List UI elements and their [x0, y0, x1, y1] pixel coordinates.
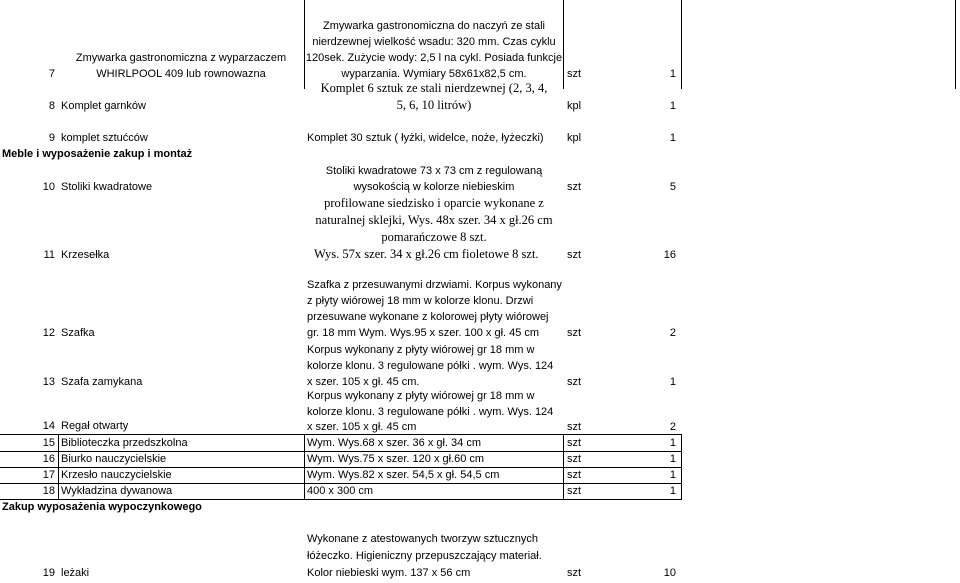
item-name: Komplet garnków [61, 100, 146, 112]
item-quantity: 1 [669, 68, 676, 80]
item-name: Krzesło nauczycielskie [61, 469, 172, 481]
row-number: 14 [42, 420, 55, 432]
item-unit: szt [567, 327, 582, 339]
row-number: 13 [42, 376, 55, 388]
item-unit: szt [567, 249, 582, 261]
item-description: łóżeczko. Higieniczny przepuszczający materiał. [307, 550, 542, 562]
item-description: x szer. 105 x gł. 45 cm. [307, 376, 420, 388]
row-number: 11 [43, 249, 55, 261]
section-heading: Meble i wyposażenie zakup i montaż [2, 148, 193, 160]
item-quantity: 1 [669, 376, 676, 388]
section-heading: Zakup wyposażenia wypoczynkowego [2, 501, 202, 513]
item-unit: kpl [567, 132, 582, 144]
item-name: WHIRLPOOL 409 lub rownowazna [96, 68, 266, 80]
item-description: wyparzania. Wymiary 58x61x82,5 cm. [341, 68, 527, 80]
item-name: komplet sztućców [61, 132, 148, 144]
item-unit: szt [567, 376, 582, 388]
table-column-divider [955, 0, 956, 89]
item-description: Stoliki kwadratowe 73 x 73 cm z regulowaną [325, 165, 543, 177]
table-column-divider [681, 0, 682, 89]
item-quantity: 5 [669, 181, 676, 193]
item-quantity: 1 [669, 453, 676, 465]
item-description: nierdzewnej wielkość wsadu: 320 mm. Czas cyklu [312, 36, 556, 48]
row-number: 12 [42, 327, 55, 339]
item-description: 120sek. Zużycie wody: 2,5 l na cykl. Posiada funkcje [305, 52, 563, 64]
item-name: Szafka [61, 327, 95, 339]
row-number: 9 [48, 132, 55, 144]
item-description: x szer. 105 x gł. 45 cm [307, 421, 417, 433]
item-description: Wys. 57x szer. 34 x gł.26 cm fioletowe 8 szt. [314, 247, 539, 261]
item-description: kolorze klonu. 3 regulowane półki . wym. Wys. 124 [307, 360, 554, 372]
item-description: Szafka z przesuwanymi drzwiami. Korpus wykonany [307, 279, 562, 291]
row-number: 18 [42, 485, 55, 497]
item-quantity: 1 [669, 485, 676, 497]
row-number: 16 [42, 453, 55, 465]
item-quantity: 10 [663, 567, 676, 579]
item-description: naturalnej sklejki, Wys. 48x szer. 34 x gł.26 cm [315, 213, 553, 227]
item-name: Szafa zamykana [61, 376, 143, 388]
item-unit: szt [567, 469, 582, 481]
item-quantity: 16 [663, 249, 676, 261]
item-description: Kolor niebieski wym. 137 x 56 cm [307, 567, 471, 579]
item-name: Regał otwarty [61, 420, 129, 432]
item-unit: szt [567, 453, 582, 465]
item-quantity: 1 [669, 100, 676, 112]
item-quantity: 2 [669, 421, 676, 433]
item-unit: szt [567, 68, 582, 80]
item-description: Komplet 6 sztuk ze stali nierdzewnej (2, 3, 4, [320, 81, 548, 95]
item-description: wysokością w kolorze niebieskim [353, 181, 515, 193]
item-description: kolorze klonu. 3 regulowane półki . wym. Wys. 124 [307, 406, 554, 418]
item-unit: kpl [567, 100, 582, 112]
row-number: 19 [42, 567, 55, 579]
row-number: 10 [42, 181, 55, 193]
item-name: Stoliki kwadratowe [61, 181, 153, 193]
item-quantity: 2 [669, 327, 676, 339]
item-description: Wym. Wys.75 x szer. 120 x gł.60 cm [307, 453, 485, 465]
item-name: Biblioteczka przedszkolna [61, 437, 188, 449]
item-description: profilowane siedzisko i oparcie wykonane z [324, 196, 544, 210]
row-number: 15 [42, 437, 55, 449]
item-description: Wym. Wys.68 x szer. 36 x gł. 34 cm [307, 437, 482, 449]
item-name: Wykładzina dywanowa [61, 485, 173, 497]
item-name: Krzesełka [61, 249, 110, 261]
item-unit: szt [567, 421, 582, 433]
row-number: 8 [48, 100, 55, 112]
item-description: przesuwane wykonane z kolorowej płyty wiórowej [307, 311, 549, 323]
item-description: Komplet 30 sztuk ( łyżki, widelce, noże, łyżeczki) [307, 132, 544, 144]
item-description: Wym. Wys.82 x szer. 54,5 x gł. 54,5 cm [307, 469, 500, 481]
row-number: 17 [42, 469, 55, 481]
item-description: gr. 18 mm Wym. Wys.95 x szer. 100 x gł. 45 cm [307, 327, 540, 339]
item-description: Korpus wykonany z płyty wiórowej gr 18 mm w [307, 390, 535, 402]
item-quantity: 1 [669, 437, 676, 449]
row-number: 7 [48, 68, 55, 80]
item-unit: szt [567, 437, 582, 449]
item-description: Wykonane z atestowanych tworzyw sztucznych [307, 533, 538, 545]
item-description: z płyty wiórowej 18 mm w kolorze klonu. Drzwi [307, 295, 534, 307]
item-unit: szt [567, 567, 582, 579]
item-unit: szt [567, 485, 582, 497]
item-description: 5, 6, 10 litrów) [396, 98, 472, 112]
table-column-divider [563, 0, 564, 89]
item-unit: szt [567, 181, 582, 193]
item-quantity: 1 [669, 469, 676, 481]
item-description: 400 x 300 cm [307, 485, 374, 497]
item-name: Zmywarka gastronomiczna z wyparzaczem [75, 52, 287, 64]
item-name: leżaki [61, 567, 90, 579]
item-quantity: 1 [669, 132, 676, 144]
item-description: Korpus wykonany z płyty wiórowej gr 18 mm w [307, 344, 535, 356]
item-description: pomarańczowe 8 szt. [381, 230, 487, 244]
item-description: Zmywarka gastronomiczna do naczyń ze stali [323, 20, 545, 32]
item-name: Biurko nauczycielskie [61, 453, 167, 465]
